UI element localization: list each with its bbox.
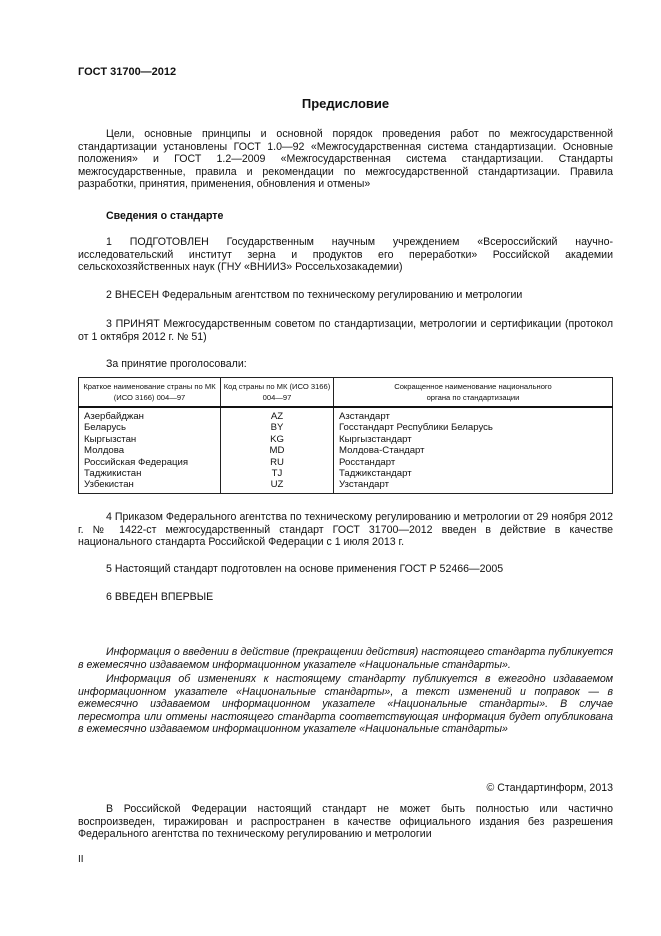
body-cell: Росстандарт xyxy=(334,457,613,468)
column-header-code: Код страны по МК (ИСО 3166) 004—97 xyxy=(221,378,334,408)
notice-paragraph-2 xyxy=(78,673,613,736)
body-cell: Таджикстандарт xyxy=(334,468,613,479)
votes-label xyxy=(78,358,613,371)
item-text: 2 ВНЕСЕН Федеральным агентством по техническому регулированию и метрологии xyxy=(106,289,523,301)
votes-label-text: За принятие проголосовали: xyxy=(106,358,247,370)
votes-table xyxy=(78,377,613,494)
table-row xyxy=(79,445,613,456)
section-heading xyxy=(78,210,613,223)
code-cell: UZ xyxy=(221,479,334,493)
item-text: 4 Приказом Федерального агентства по техническому регулированию и метрологии от 29 ноября 2012 г. № 1422-ст межгосударственный стандарт ГОСТ 31700—2012 введен в действие в качестве национального стандарта Российской Федерации с 1 июля 2013 г. xyxy=(78,511,613,549)
intro-text: Цели, основные принципы и основной порядок проведения работ по межгосударственной стандартизации установлены ГОСТ 1.0—92 «Межгосударственная система стандартизации. Основные положения» и ГОСТ 1.2—2009 «Межгосударственная система стандартизации. Стандарты межгосударственные, правила и рекомендации по межгосударственной стандартизации. Правила разработки, принятия, применения, обновления и отмены» xyxy=(78,128,613,191)
code-cell: RU xyxy=(221,457,334,468)
code-cell: TJ xyxy=(221,468,334,479)
table-row xyxy=(79,407,613,422)
country-cell: Узбекистан xyxy=(79,479,221,493)
code-cell: AZ xyxy=(221,407,334,422)
item-6 xyxy=(78,591,613,604)
intro-paragraph xyxy=(78,128,613,191)
table-row xyxy=(79,422,613,433)
table-row xyxy=(79,468,613,479)
country-cell: Таджикистан xyxy=(79,468,221,479)
column-header-body: Сокращенное наименование национального органа по стандартизации xyxy=(334,378,613,408)
country-cell: Молдова xyxy=(79,445,221,456)
rights-text: В Российской Федерации настоящий стандарт не может быть полностью или частично воспроизведен, тиражирован и распространен в качестве официального издания без разрешения Федерального агентства по техническому регулированию и метрологии xyxy=(78,803,613,841)
table-row xyxy=(79,479,613,493)
country-cell: Азербайджан xyxy=(79,407,221,422)
section-heading-text: Сведения о стандарте xyxy=(106,210,224,222)
item-text: 6 ВВЕДЕН ВПЕРВЫЕ xyxy=(106,591,214,603)
code-cell: MD xyxy=(221,445,334,456)
item-5 xyxy=(78,563,613,576)
table-row xyxy=(79,457,613,468)
page-title: Предисловие xyxy=(301,96,390,111)
item-2 xyxy=(78,289,613,302)
country-cell: Беларусь xyxy=(79,422,221,433)
notice-text: Информация о введении в действие (прекращении действия) настоящего стандарта публикуется в ежемесячно издаваемом информационном указателе «Национальные стандарты». xyxy=(78,646,613,671)
item-4 xyxy=(78,511,613,549)
table-row xyxy=(79,434,613,445)
column-header-country: Краткое наименование страны по МК (ИСО 3166) 004—97 xyxy=(79,378,221,408)
notice-paragraph-1 xyxy=(78,646,613,671)
notice-text: Информация об изменениях к настоящему стандарту публикуется в ежегодно издаваемом информационном указателе «Национальные стандарты», а текст изменений и поправок — в ежемесячно издаваемом информационном указателе «Национальные стандарты». В случае пересмотра или отмены настоящего стандарта соответствующая информация будет опубликована в ежемесячно издаваемом информационном указателе «Национальные стандарты» xyxy=(78,673,613,736)
country-cell: Российская Федерация xyxy=(79,457,221,468)
code-cell: BY xyxy=(221,422,334,433)
country-cell: Кыргызстан xyxy=(79,434,221,445)
body-cell: Молдова-Стандарт xyxy=(334,445,613,456)
body-cell: Кыргызстандарт xyxy=(334,434,613,445)
code-cell: KG xyxy=(221,434,334,445)
body-cell: Госстандарт Республики Беларусь xyxy=(334,422,613,433)
body-cell: Узстандарт xyxy=(334,479,613,493)
page-number: II xyxy=(78,854,84,865)
item-text: 1 ПОДГОТОВЛЕН Государственным научным учреждением «Всероссийский научно-исследовательский институт зерна и продуктов его переработки» Российской академии сельскохозяйственных наук (ГНУ «ВНИИЗ» Россельхозакадемии) xyxy=(78,236,613,274)
rights-paragraph xyxy=(78,803,613,841)
item-3 xyxy=(78,318,613,343)
item-text: 3 ПРИНЯТ Межгосударственным советом по стандартизации, метрологии и сертификации (протокол от 1 октября 2012 г. № 51) xyxy=(78,318,613,343)
copyright-notice: © Стандартинформ, 2013 xyxy=(486,782,613,794)
document-id-header: ГОСТ 31700—2012 xyxy=(78,66,177,78)
body-cell: Азстандарт xyxy=(334,407,613,422)
item-text: 5 Настоящий стандарт подготовлен на основе применения ГОСТ Р 52466—2005 xyxy=(106,563,504,575)
item-1 xyxy=(78,236,613,274)
